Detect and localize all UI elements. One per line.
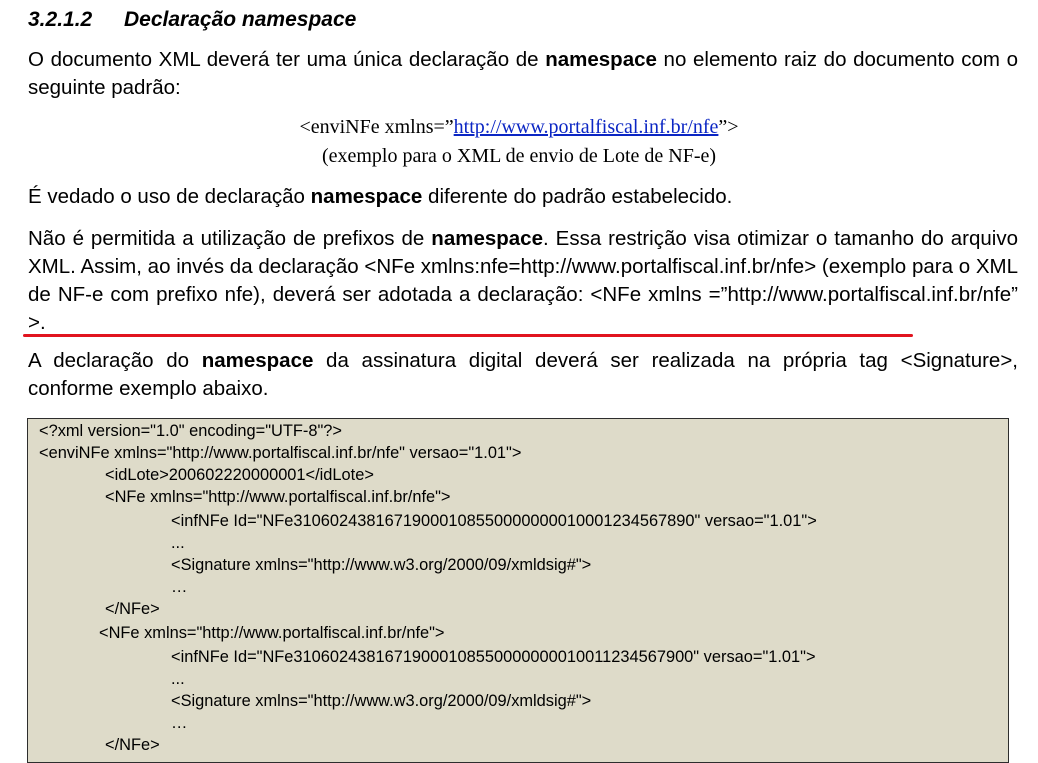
- example-suffix: ”>: [718, 116, 739, 138]
- code-line: <?xml version="1.0" encoding="UTF-8"?>: [39, 422, 342, 440]
- code-line: ...: [171, 534, 185, 552]
- bold-term: namespace: [310, 185, 423, 208]
- code-line: <infNFe Id="NFe31060243816719000108550000000010011234567900" versao="1.01">: [171, 648, 816, 666]
- section-number: 3.2.1.2: [28, 8, 93, 31]
- code-line: ...: [171, 670, 185, 688]
- paragraph-text: da assinatura digital deverá ser realizada na própria tag <Signature>, conforme exemplo abaixo.: [28, 349, 1018, 400]
- paragraph-signature-namespace: [28, 347, 1018, 403]
- section-heading: [28, 8, 356, 32]
- namespace-link[interactable]: http://www.portalfiscal.inf.br/nfe: [453, 116, 719, 138]
- paragraph-text: A declaração do: [28, 349, 202, 372]
- bold-term: namespace: [545, 48, 657, 71]
- section-title: Declaração namespace: [124, 8, 357, 31]
- paragraph-text: É vedado o uso de declaração: [28, 185, 311, 208]
- code-line: <Signature xmlns="http://www.w3.org/2000/09/xmldsig#">: [171, 556, 592, 574]
- bold-term: namespace: [201, 349, 314, 372]
- code-line: <NFe xmlns="http://www.portalfiscal.inf.br/nfe">: [99, 624, 445, 642]
- code-line: …: [171, 578, 188, 596]
- paragraph-text: Não é permitida a utilização de prefixos de: [28, 227, 432, 250]
- code-line: </NFe>: [105, 736, 160, 754]
- namespace-example: [0, 116, 1038, 139]
- paragraph-forbidden-namespace: [28, 183, 1018, 211]
- example-caption: (exemplo para o XML de envio de Lote de NF-e): [321, 145, 717, 167]
- code-line: <enviNFe xmlns="http://www.portalfiscal.inf.br/nfe" versao="1.01">: [39, 444, 522, 462]
- paragraph-single-namespace: [28, 46, 1018, 102]
- paragraph-text: no elemento raiz do documento com o seguinte padrão:: [28, 48, 1018, 99]
- code-line: <Signature xmlns="http://www.w3.org/2000/09/xmldsig#">: [171, 692, 592, 710]
- paragraph-text: diferente do padrão estabelecido.: [422, 185, 733, 208]
- code-line: <infNFe Id="NFe31060243816719000108550000000010001234567890" versao="1.01">: [171, 512, 817, 530]
- paragraph-text: . Essa restrição visa otimizar o tamanho do arquivo XML. Assim, ao invés da declaração <NFe xmlns:nfe=http://www.portalfiscal.inf.br/nfe> (exemplo para o XML de NF-e com prefixo nfe), deverá ser adotada a declaração: <NFe xmlns =”http://www.portalfiscal.inf.br/nfe” >.: [28, 227, 1019, 334]
- code-line: </NFe>: [105, 600, 160, 618]
- code-line: <idLote>200602220000001</idLote>: [105, 466, 374, 484]
- paragraph-text: O documento XML deverá ter uma única declaração de: [28, 48, 546, 71]
- xml-code-example: [27, 418, 1009, 763]
- example-prefix: <enviNFe xmlns=”: [299, 116, 454, 138]
- bold-term: namespace: [431, 227, 543, 250]
- paragraph-no-prefixes: [28, 225, 1018, 337]
- code-line: <NFe xmlns="http://www.portalfiscal.inf.br/nfe">: [105, 488, 451, 506]
- code-line: …: [171, 714, 188, 732]
- red-underline-annotation: [23, 334, 913, 337]
